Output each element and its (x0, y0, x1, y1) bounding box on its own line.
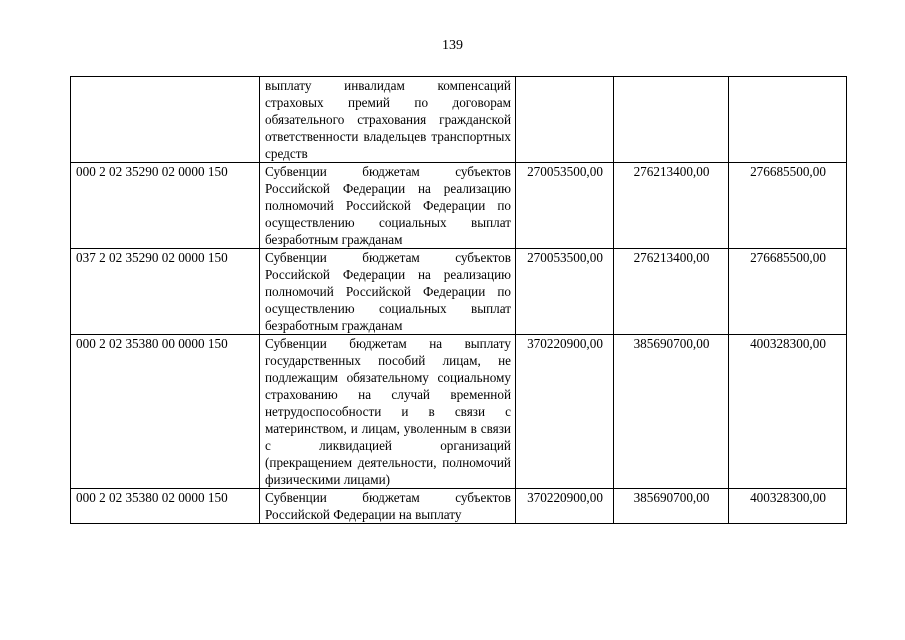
budget-code-cell: 000 2 02 35380 02 0000 150 (71, 489, 260, 524)
amount-year3-cell: 400328300,00 (729, 335, 847, 489)
amount-year2-cell: 385690700,00 (614, 335, 729, 489)
budget-code-cell: 037 2 02 35290 02 0000 150 (71, 249, 260, 335)
description-cell: Субвенции бюджетам на выплату государственных пособий лицам, не подлежащим обязательному социальному страхованию на случай временной нетрудоспособности и в связи с материнством, и лицам, уволенным в связи с ликвидацией организаций (прекращением деятельности, полномочий физическими лицами) (260, 335, 516, 489)
amount-year2-cell: 276213400,00 (614, 163, 729, 249)
table-row (71, 335, 847, 489)
amount-year3-cell: 276685500,00 (729, 163, 847, 249)
amount-year1-cell: 270053500,00 (516, 249, 614, 335)
description-text: Субвенции бюджетам субъектов Российской Федерации на выплату (265, 490, 511, 522)
amount-year3-cell: 276685500,00 (729, 249, 847, 335)
budget-code-cell: 000 2 02 35380 00 0000 150 (71, 335, 260, 489)
amount-year1-cell (516, 77, 614, 163)
amount-year1-cell: 270053500,00 (516, 163, 614, 249)
page-number: 139 (442, 38, 463, 53)
table-row (71, 489, 847, 524)
amount-year2-cell: 385690700,00 (614, 489, 729, 524)
amount-year3-cell: 400328300,00 (729, 489, 847, 524)
table-row (71, 77, 847, 163)
budget-code-cell (71, 77, 260, 163)
amount-year2-cell (614, 77, 729, 163)
amount-year1-cell: 370220900,00 (516, 335, 614, 489)
description-cell (260, 489, 516, 524)
description-cell: выплату инвалидам компенсаций страховых премий по договорам обязательного страхования гражданской ответственности владельцев транспортных средств (260, 77, 516, 163)
table-row (71, 163, 847, 249)
description-cell: Субвенции бюджетам субъектов Российской Федерации на реализацию полномочий Российской Федерации по осуществлению социальных выплат безработным гражданам (260, 163, 516, 249)
budget-table (70, 76, 847, 524)
table-row (71, 249, 847, 335)
amount-year1-cell: 370220900,00 (516, 489, 614, 524)
description-cell: Субвенции бюджетам субъектов Российской Федерации на реализацию полномочий Российской Федерации по осуществлению социальных выплат безработным гражданам (260, 249, 516, 335)
budget-code-cell: 000 2 02 35290 02 0000 150 (71, 163, 260, 249)
amount-year2-cell: 276213400,00 (614, 249, 729, 335)
amount-year3-cell (729, 77, 847, 163)
